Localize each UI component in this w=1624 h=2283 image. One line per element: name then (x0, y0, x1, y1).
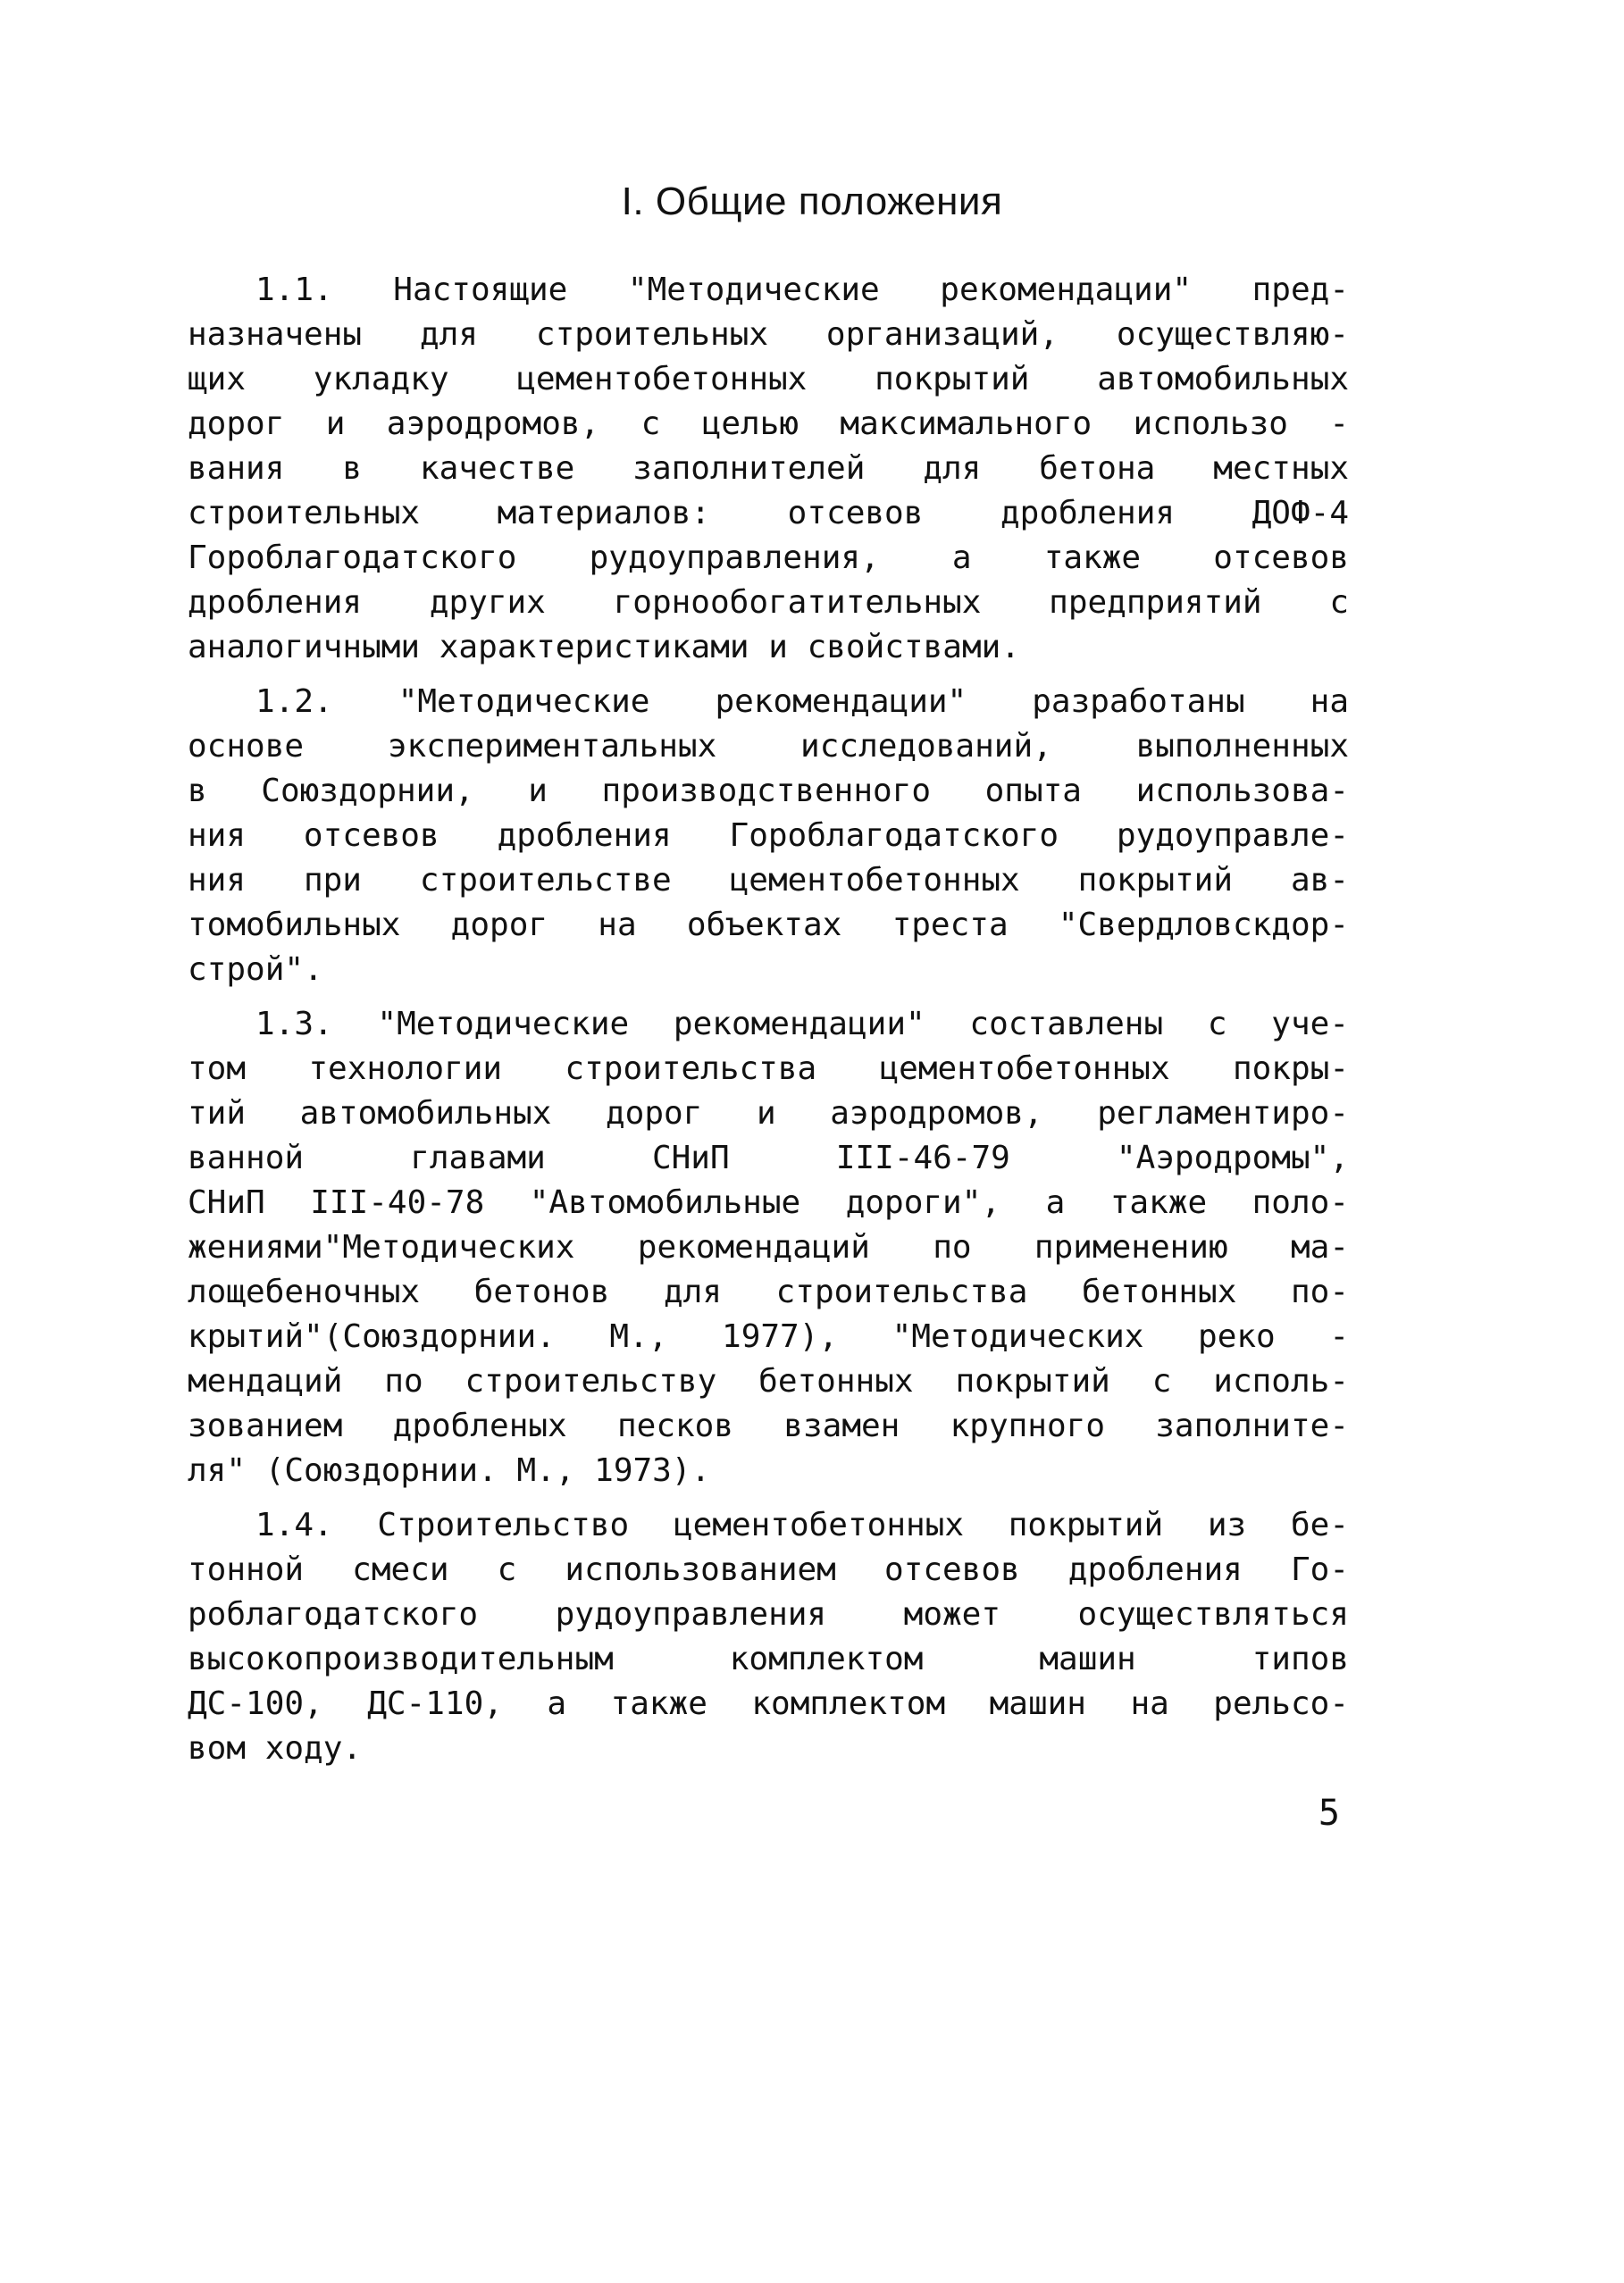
paragraph (188, 268, 1349, 670)
text-line: основе экспериментальных исследований, выполненных (188, 728, 1349, 765)
text-line: дробления других горнообогатительных предприятий с (188, 584, 1349, 621)
text-line: ДС-100, ДС-110, а также комплектом машин на рельсо- (188, 1685, 1349, 1722)
text-line: тонной смеси с использованием отсевов дробления Го- (188, 1551, 1349, 1588)
text-line: том технологии строительства цементобетонных покры- (188, 1050, 1349, 1087)
text-line: ния при строительстве цементобетонных покрытий ав- (188, 862, 1349, 899)
section-heading: І. Общие положения (621, 180, 1003, 223)
text-line: мендаций по строительству бетонных покрытий с исполь- (188, 1363, 1349, 1400)
text-line: Гороблагодатского рудоуправления, а также отсевов (188, 539, 1349, 576)
text-line: крытий"(Союздорнии. М., 1977), "Методических реко - (188, 1318, 1349, 1355)
paragraph (188, 680, 1349, 992)
text-line: лощебеночных бетонов для строительства бетонных по- (188, 1274, 1349, 1310)
text-line: в Союздорнии, и производственного опыта использова- (188, 773, 1349, 809)
text-line: жениями"Методических рекомендаций по применению ма- (188, 1229, 1349, 1266)
document-body (188, 268, 1349, 1781)
text-line: ля" (Союздорнии. М., 1973). (188, 1452, 711, 1489)
text-line: СНиП III-40-78 "Автомобильные дороги", а также поло- (188, 1184, 1349, 1221)
text-line: 1.1. Настоящие "Методические рекомендации" пред- (255, 272, 1349, 308)
text-line: 1.2. "Методические рекомендации" разработаны на (255, 683, 1349, 720)
text-line: дорог и аэродромов, с целью максимального использо - (188, 406, 1349, 442)
text-line: высокопроизводительным комплектом машин типов (188, 1641, 1349, 1677)
paragraph (188, 1503, 1349, 1771)
paragraph (188, 1002, 1349, 1493)
text-line: зованием дробленых песков взамен крупного заполните- (188, 1408, 1349, 1444)
text-line: назначены для строительных организаций, осуществляю- (188, 316, 1349, 353)
text-line: щих укладку цементобетонных покрытий автомобильных (188, 361, 1349, 397)
text-line: ванной главами СНиП III-46-79 "Аэродромы", (188, 1140, 1349, 1176)
text-line: вом ходу. (188, 1730, 363, 1767)
page-number: 5 (1318, 1793, 1340, 1834)
text-line: 1.4. Строительство цементобетонных покрытий из бе- (255, 1507, 1349, 1543)
text-line: тий автомобильных дорог и аэродромов, регламентиро- (188, 1095, 1349, 1132)
text-line: роблагодатского рудоуправления может осуществляться (188, 1596, 1349, 1633)
text-line: аналогичными характеристиками и свойствами. (188, 629, 1020, 665)
text-line: ния отсевов дробления Гороблагодатского рудоуправле- (188, 817, 1349, 854)
text-line: вания в качестве заполнителей для бетона местных (188, 450, 1349, 487)
text-line: строительных материалов: отсевов дробления ДОФ-4 (188, 495, 1349, 531)
text-line: 1.3. "Методические рекомендации" составлены с уче- (255, 1006, 1349, 1042)
text-line: строй". (188, 951, 323, 988)
text-line: томобильных дорог на объектах треста "Свердловскдор- (188, 907, 1349, 943)
